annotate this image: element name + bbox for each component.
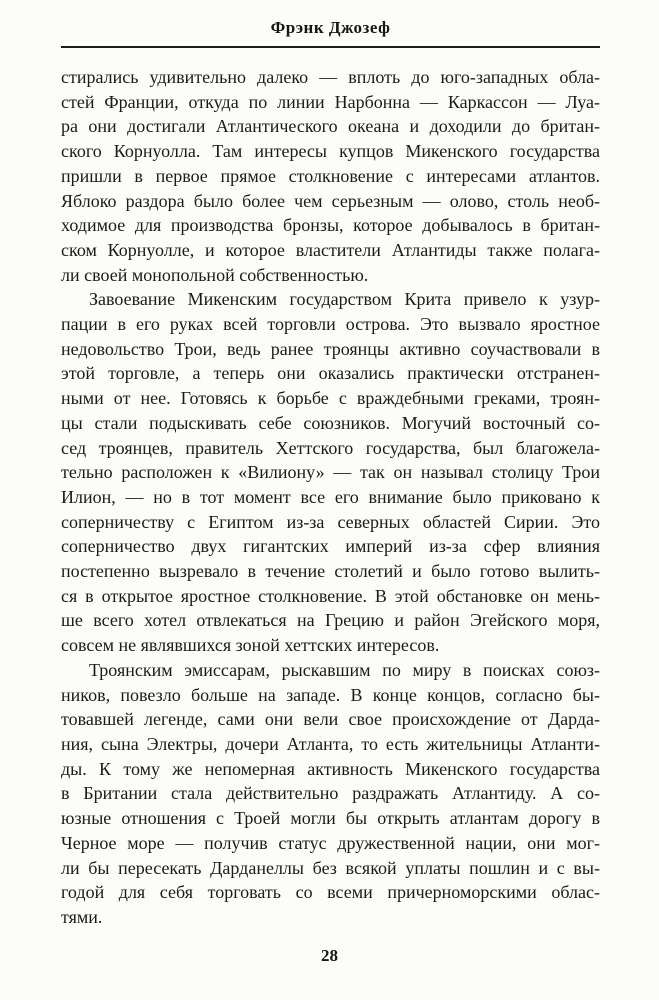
text-line: стей Франции, откуда по линии Нарбонна — Каркассон — Луа- — [61, 91, 600, 112]
text-line: ников, повезло больше на западе. В конце концов, согласно бы- — [61, 684, 600, 705]
text-line: этой торговле, а теперь они оказались практически отстранен- — [61, 363, 600, 384]
running-header-title: Фрэнк Джозеф — [270, 18, 391, 37]
text-line: Завоевание Микенским государством Крита привело к узур- — [89, 289, 600, 310]
text-line: годой для себя торговать со всеми причерноморскими облас- — [61, 882, 600, 903]
text-line: недовольство Трои, ведь ранее троянцы активно соучаствовали в — [61, 338, 600, 359]
text-line: товавшей легенде, сами они вели свое происхождение от Дарда- — [61, 709, 600, 730]
text-line: Яблоко раздора было более чем серьезным — олово, столь необ- — [61, 190, 600, 211]
text-line: ся в открытое яростное столкновение. В этой обстановке он мень- — [61, 585, 600, 606]
text-line: цы стали подыскивать себе союзников. Могучий восточный со- — [61, 412, 600, 433]
text-line: ского Корнуолла. Там интересы купцов Микенского государства — [61, 141, 600, 162]
text-line: совсем не являвшихся зоной хеттских интересов. — [61, 635, 440, 656]
page-text — [61, 65, 600, 930]
text-line: ния, сына Электры, дочери Атланта, то есть жительницы Атланти- — [61, 733, 600, 754]
text-line: ли своей монопольной собственностью. — [61, 264, 369, 285]
paragraph — [61, 65, 600, 287]
text-line: тельно расположен к «Вилиону» — так он называл столицу Трои — [61, 462, 600, 483]
text-line: ше всего хотел отвлекаться на Грецию и район Эгейского моря, — [61, 610, 600, 631]
text-line: соперничеству с Египтом из-за северных областей Сирии. Это — [61, 511, 600, 532]
text-line: ными от нее. Готовясь к борьбе с враждебными греками, троян- — [61, 388, 600, 409]
text-line: соперничество двух гигантских империй из-за сфер влияния — [61, 536, 600, 557]
text-line: ды. К тому же непомерная активность Микенского государства — [61, 758, 600, 779]
text-line: сед троянцев, правитель Хеттского государства, был благожела- — [61, 437, 600, 458]
text-line: Илион, — но в тот момент все его внимание было приковано к — [61, 486, 600, 507]
text-line: ра они достигали Атлантического океана и доходили до британ- — [61, 116, 600, 137]
text-line: пришли в первое прямое столкновение с интересами атлантов. — [61, 165, 600, 186]
paragraph — [61, 658, 600, 930]
text-line: пации в его руках всей торговли острова. Это вызвало яростное — [61, 314, 600, 335]
paragraph — [61, 287, 600, 658]
text-line: ском Корнуолле, и которое властители Атлантиды также полага- — [61, 239, 600, 260]
text-line: тями. — [61, 906, 103, 927]
text-line: стирались удивительно далеко — вплоть до юго-западных обла- — [61, 67, 600, 87]
text-line: Черное море — получив статус дружественной нации, они мог- — [61, 832, 600, 853]
text-line: Троянским эмиссарам, рыскавшим по миру в поисках союз- — [89, 659, 600, 680]
text-line: ли бы пересекать Дарданеллы без всякой уплаты пошлин и с вы- — [61, 857, 600, 878]
header-rule — [61, 46, 600, 48]
text-line: ходимое для производства бронзы, которое добывалось в британ- — [61, 215, 600, 236]
page-number: 28 — [321, 946, 338, 965]
text-line: в Британии стала действительно раздражать Атлантиду. А со- — [61, 783, 600, 804]
text-line: юзные отношения с Троей могли бы открыть атлантам дорогу в — [61, 808, 600, 829]
text-line: постепенно вызревало в течение столетий и было готово вылить- — [61, 561, 600, 582]
